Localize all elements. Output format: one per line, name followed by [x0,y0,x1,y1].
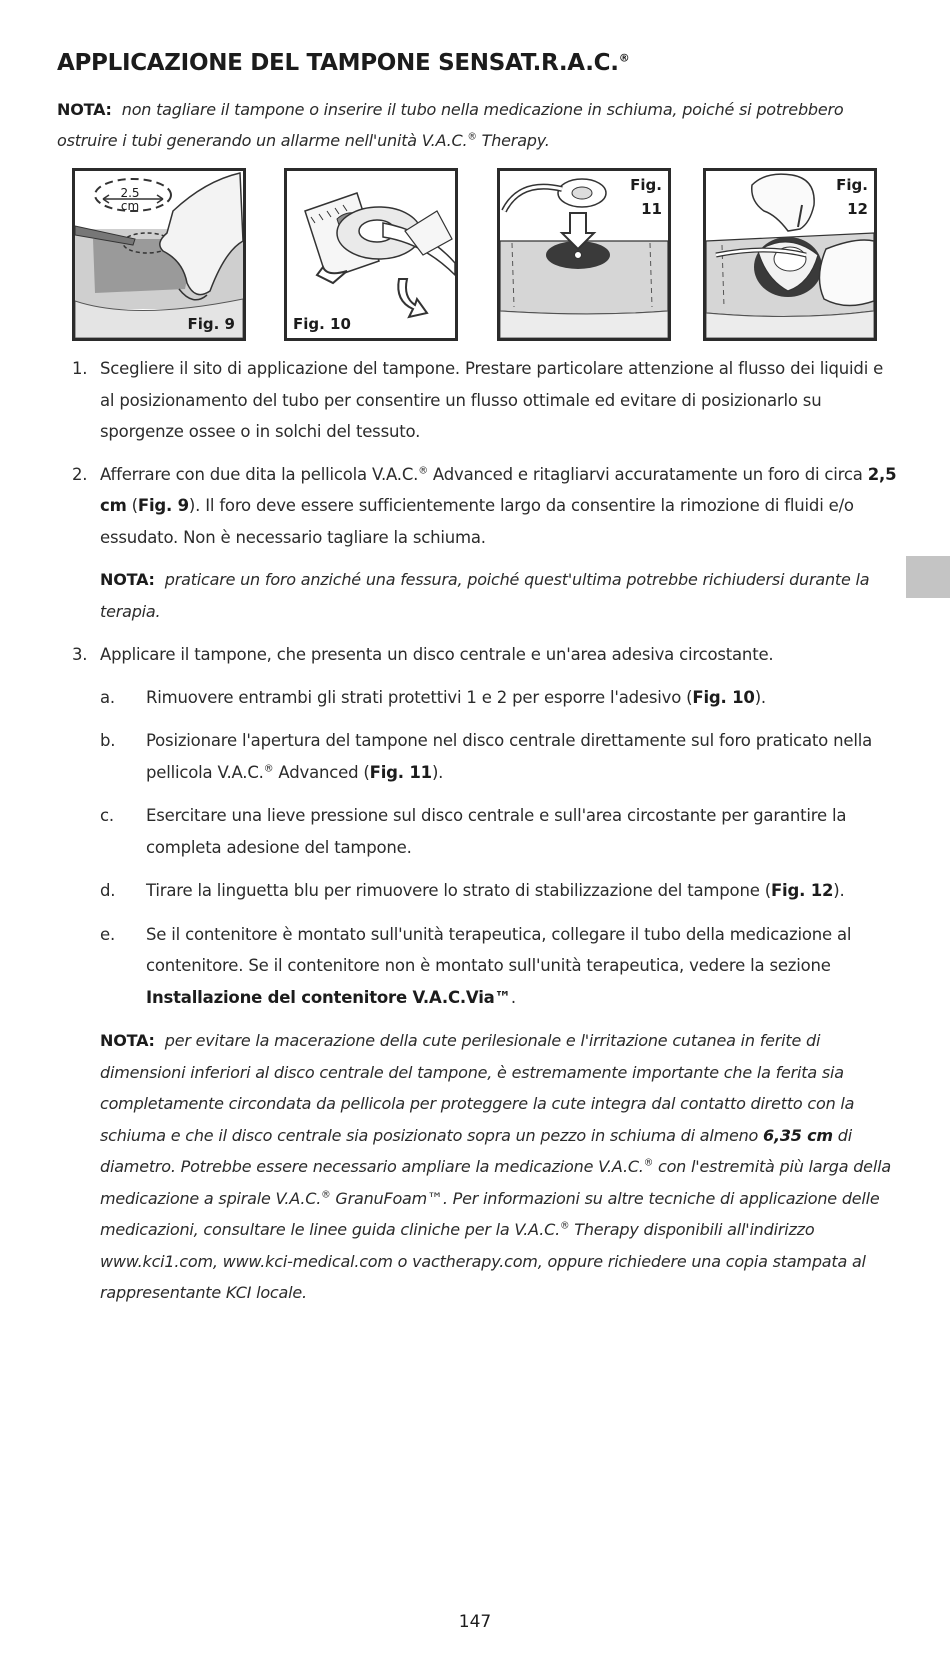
registered-mark: ® [618,51,630,65]
figure-strip [72,168,882,341]
sub-letter: a. [100,687,115,707]
sub-item-b [100,725,902,788]
item-number: 2. [72,464,88,484]
figure-9-label: Fig. 9 [187,315,235,333]
sub-item-e [100,919,902,1014]
instruction-list [72,353,902,1321]
sub-item-c [100,800,902,863]
sub-text: Posizionare l'apertura del tampone nel disco centrale direttamente sul foro praticato nella pellicola V.A.C.® Advanced (Fig. 11). [146,731,873,782]
item-number: 1. [72,359,88,378]
sub-letter: d. [100,881,116,900]
sub-item-a [100,682,902,714]
sub-letter: e. [100,924,115,944]
sub-text: Tirare la linguetta blu per rimuovere lo strato di stabilizzazione del tampone (Fig. 12). [146,881,845,900]
sub-text: Rimuovere entrambi gli strati protettivi 1 e 2 per esporre l'adesivo (Fig. 10). [146,687,766,707]
page-number: 147 [458,1612,492,1632]
figure-10 [284,168,458,341]
figure-12 [703,168,877,341]
sub-item-d [100,875,902,907]
note-text: praticare un foro anziché una fessura, poiché quest'ultima potrebbe richiudersi durante la terapia. [100,570,870,621]
figure-10-label: Fig. 10 [293,315,351,333]
figure-9 [72,168,246,341]
sub-letter: c. [100,806,114,825]
note-text: non tagliare il tampone o inserire il tubo nella medicazione in schiuma, poiché si potrebbero ostruire i tubi generando un allarme nell'unità V.A.C.® Therapy. [57,100,844,150]
figure-12-label: Fig. 12 [836,176,868,218]
note-label: NOTA: [57,100,112,119]
title-text: APPLICAZIONE DEL TAMPONE SENSAT.R.A.C. [57,50,619,76]
list-item [72,639,902,671]
note-label: NOTA: [100,1031,155,1050]
note-block [100,564,902,627]
list-item [72,353,902,448]
note-block [100,1025,902,1309]
figure-11 [497,168,671,341]
item-number: 3. [72,645,88,664]
item-text: Applicare il tampone, che presenta un disco centrale e un'area adesiva circostante. [100,645,774,664]
list-item [72,459,902,554]
note-label: NOTA: [100,570,155,589]
page-title [57,50,629,76]
sub-text: Esercitare una lieve pressione sul disco centrale e sull'area circostante per garantire la completa adesione del tampone. [146,806,847,857]
item-text: Afferrare con due dita la pellicola V.A.C.® Advanced e ritagliarvi accuratamente un foro di circa 2,5 cm (Fig. 9). Il foro deve essere sufficientemente largo da consentire la rimozione di fluidi e/o essudato. Non è necessario tagliare la schiuma. [100,464,897,547]
sub-letter: b. [100,731,116,750]
note-text: per evitare la macerazione della cute perilesionale e l'irritazione cutanea in ferite di dimensioni inferiori al disco centrale del tampone, è estremamente importante che la ferita sia completamente circondata da pellicola per proteggere la cute integra dal contatto diretto con la schiuma e che il disco centrale sia posizionato sopra un pezzo in schiuma di almeno 6,35 cm di diametro. Potrebbe essere necessario ampliare la medicazione V.A.C.® con l'estremità più larga della medicazione a spirale V.A.C.® GranuFoam™. Per informazioni su altre tecniche di applicazione delle medicazioni, consultare le linee guida cliniche per la V.A.C.® Therapy disponibili all'indirizzo www.kci1.com, www.kci-medical.com o vactherapy.com, oppure richiedere una copia stampata al rappresentante KCI locale. [100,1031,891,1302]
item-text: Scegliere il sito di applicazione del tampone. Prestare particolare attenzione al flusso dei liquidi e al posizionamento del tubo per consentire un flusso ottimale ed evitare di posizionarlo su sporgenze ossee o in solchi del tessuto. [100,359,884,441]
sub-text: Se il contenitore è montato sull'unità terapeutica, collegare il tubo della medicazione al contenitore. Se il contenitore non è montato sull'unità terapeutica, vedere la sezione Installazione del contenitore V.A.C.Via™. [146,924,852,1007]
measure-label: 2.5 cm [120,186,140,213]
note-top [57,94,897,156]
section-tab [906,556,950,598]
figure-11-label: Fig. 11 [630,176,662,218]
